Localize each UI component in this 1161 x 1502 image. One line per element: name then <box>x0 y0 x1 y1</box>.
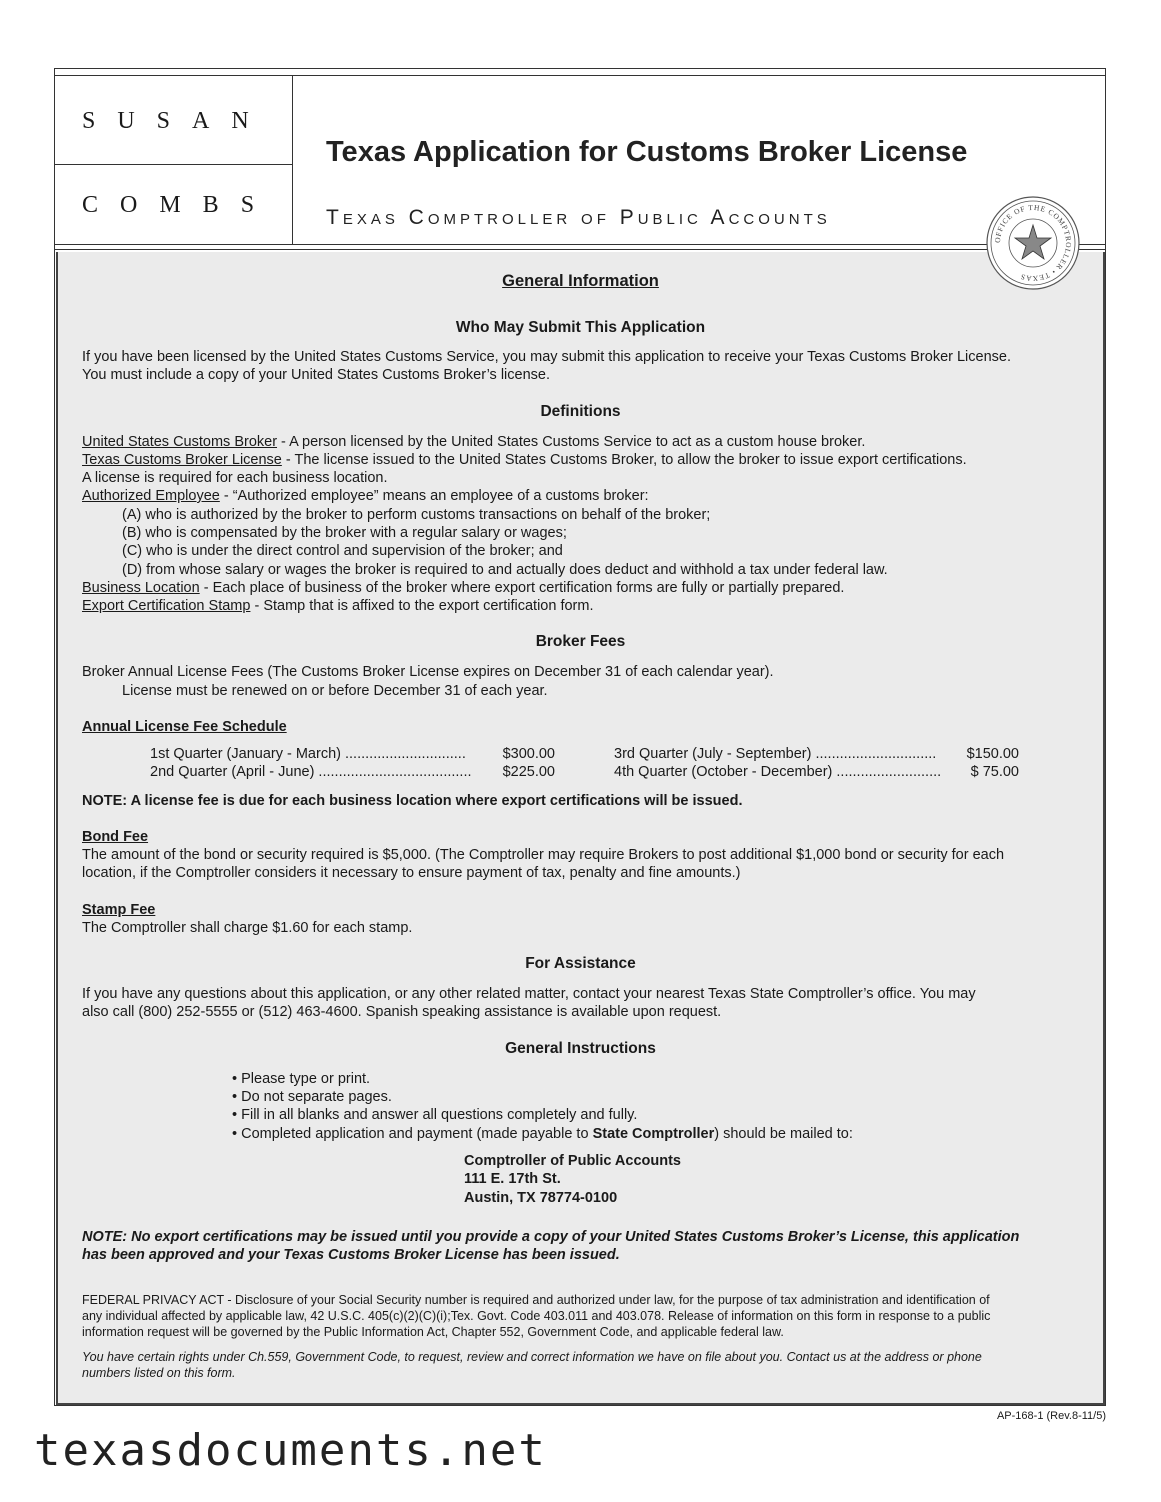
definitions-heading: Definitions <box>540 403 621 420</box>
fee-schedule-heading: Annual License Fee Schedule <box>82 719 287 735</box>
fee-q3-amount: $150.00 <box>963 746 1019 762</box>
svg-text:OFFICE OF THE COMPTROLLER • TE: OFFICE OF THE COMPTROLLER • TEXAS <box>992 202 1074 284</box>
def-tx-license-2: A license is required for each business location. <box>82 470 388 486</box>
def-authorized-d: (D) from whose salary or wages the broker is required to and actually does deduct and withhold a tax under federal law. <box>122 562 888 578</box>
assistance-line-1: If you have any questions about this application, or any other related matter, contact your nearest Texas State Comptroller’s office. You may <box>82 986 976 1002</box>
who-text-2: You must include a copy of your United States Customs Broker’s license. <box>82 367 550 383</box>
term-tx-license: Texas Customs Broker License <box>82 452 282 468</box>
assistance-line-2: also call (800) 252-5555 or (512) 463-4600. Spanish speaking assistance is available upon request. <box>82 1004 722 1020</box>
def-tx-license-text: - The license issued to the United States Customs Broker, to allow the broker to issue export certifications. <box>281 452 967 468</box>
privacy-line-1: FEDERAL PRIVACY ACT - Disclosure of your Social Security number is required and authorized under law, for the purpose of tax administration and identification of <box>82 1293 990 1307</box>
fee-q1-amount: $300.00 <box>502 746 555 762</box>
def-authorized-b: (B) who is compensated by the broker with a regular salary or wages; <box>122 525 567 541</box>
def-authorized-text: - “Authorized employee” means an employee of a customs broker: <box>219 488 649 504</box>
address-line-2: 111 E. 17th St. <box>464 1171 561 1187</box>
fee-q1-label: 1st Quarter (January - March) .............................. <box>150 746 466 762</box>
broker-fees-heading: Broker Fees <box>535 633 626 650</box>
def-us-broker-text: - A person licensed by the United States Customs Service to act as a custom house broker. <box>277 434 866 450</box>
def-export-stamp <box>82 597 594 615</box>
general-info-heading: General Information <box>502 272 659 290</box>
annual-fees-line-1: Broker Annual License Fees (The Customs Broker License expires on December 31 of each calendar year). <box>82 664 774 680</box>
instruction-item-text: Fill in all blanks and answer all questions completely and fully. <box>241 1107 638 1123</box>
export-note-1: NOTE: No export certifications may be issued until you provide a copy of your United States Customs Broker’s License, this application <box>82 1229 1020 1245</box>
fee-q4-label: 4th Quarter (October - December) .......................... <box>614 764 942 780</box>
fee-q1 <box>150 746 555 762</box>
bond-fee-line-2: location, if the Comptroller considers it necessary to ensure payment of tax, penalty and fine amounts.) <box>82 865 741 881</box>
assistance-heading: For Assistance <box>525 955 636 972</box>
def-authorized-a: (A) who is authorized by the broker to perform customs transactions on behalf of the broker; <box>122 507 711 523</box>
fee-q2 <box>150 764 555 780</box>
name-first: SUSAN <box>82 108 271 134</box>
def-us-broker <box>82 433 865 451</box>
header-rule-2 <box>55 249 1105 250</box>
mail-payee: State Comptroller <box>592 1126 715 1142</box>
site-watermark: texasdocuments.net <box>34 1425 547 1476</box>
bond-fee-heading: Bond Fee <box>82 829 149 845</box>
stamp-fee-line: The Comptroller shall charge $1.60 for each stamp. <box>82 920 413 936</box>
mail-prefix: Completed application and payment (made payable to <box>241 1126 593 1142</box>
instruction-item-text: Please type or print. <box>241 1071 371 1087</box>
term-export-stamp: Export Certification Stamp <box>82 598 251 614</box>
fee-q2-amount: $225.00 <box>499 764 555 780</box>
who-may-submit-heading: Who May Submit This Application <box>455 319 706 336</box>
def-tx-license <box>82 451 967 469</box>
def-business-location <box>82 579 844 597</box>
header-rule <box>55 244 1105 245</box>
term-authorized: Authorized Employee <box>82 488 220 504</box>
fee-q4 <box>614 764 1019 780</box>
rights-line-1: You have certain rights under Ch.559, Government Code, to request, review and correct information we have on file about you. Contact us at the address or phone <box>82 1350 982 1364</box>
instruction-item: • Please type or print. <box>232 1071 371 1087</box>
address-line-3: Austin, TX 78774-0100 <box>464 1190 618 1206</box>
fee-note: NOTE: A license fee is due for each business location where export certifications will be issued. <box>82 793 743 809</box>
instruction-item-text: Do not separate pages. <box>241 1089 392 1105</box>
signature-block <box>55 76 293 245</box>
instruction-item: • Do not separate pages. <box>232 1089 392 1105</box>
privacy-line-2: any individual affected by applicable law, 42 U.S.C. 405(c)(2)(C)(i);Tex. Govt. Code 403.011 and 403.078. Release of information on this form in response to a public <box>82 1309 991 1323</box>
def-authorized-c: (C) who is under the direct control and supervision of the broker; and <box>122 543 563 559</box>
term-business-location: Business Location <box>82 580 200 596</box>
def-authorized <box>82 487 649 505</box>
name-divider <box>55 164 292 165</box>
def-business-location-text: - Each place of business of the broker where export certification forms are fully or partially prepared. <box>199 580 845 596</box>
instructions-heading: General Instructions <box>505 1040 656 1057</box>
who-text-1: If you have been licensed by the United States Customs Service, you may submit this application to receive your Texas Customs Broker License. <box>82 349 1011 365</box>
instruction-item: • Fill in all blanks and answer all questions completely and fully. <box>232 1107 638 1123</box>
def-export-stamp-text: - Stamp that is affixed to the export certification form. <box>250 598 594 614</box>
form-number: AP-168-1 (Rev.8-11/5) <box>996 1410 1106 1422</box>
privacy-line-3: information request will be governed by the Public Information Act, Chapter 552, Government Code, and applicable federal law. <box>82 1325 784 1339</box>
fee-q4-amount: $ 75.00 <box>967 764 1019 780</box>
name-last: COMBS <box>82 192 277 218</box>
fee-q2-label: 2nd Quarter (April - June) ...................................... <box>150 764 472 780</box>
fee-q3 <box>614 746 1019 762</box>
stamp-fee-heading: Stamp Fee <box>82 902 156 918</box>
bond-fee-line-1: The amount of the bond or security required is $5,000. (The Comptroller may require Brokers to post additional $1,000 bond or security for each <box>82 847 1005 863</box>
address-line-1: Comptroller of Public Accounts <box>464 1153 681 1169</box>
fee-q3-label: 3rd Quarter (July - September) .............................. <box>614 746 937 762</box>
mail-suffix: ) should be mailed to: <box>714 1126 853 1142</box>
annual-fees-line-2: License must be renewed on or before December 31 of each year. <box>122 683 548 699</box>
agency-name: Texas Comptroller of Public Accounts <box>326 206 831 229</box>
rights-line-2: numbers listed on this form. <box>82 1366 236 1380</box>
instruction-item-mail: • Completed application and payment (made payable to State Comptroller) should be mailed to: <box>232 1126 853 1142</box>
term-us-broker: United States Customs Broker <box>82 434 278 450</box>
export-note-2: has been approved and your Texas Customs Broker License has been issued. <box>82 1247 620 1263</box>
form-title: Texas Application for Customs Broker License <box>326 136 968 168</box>
